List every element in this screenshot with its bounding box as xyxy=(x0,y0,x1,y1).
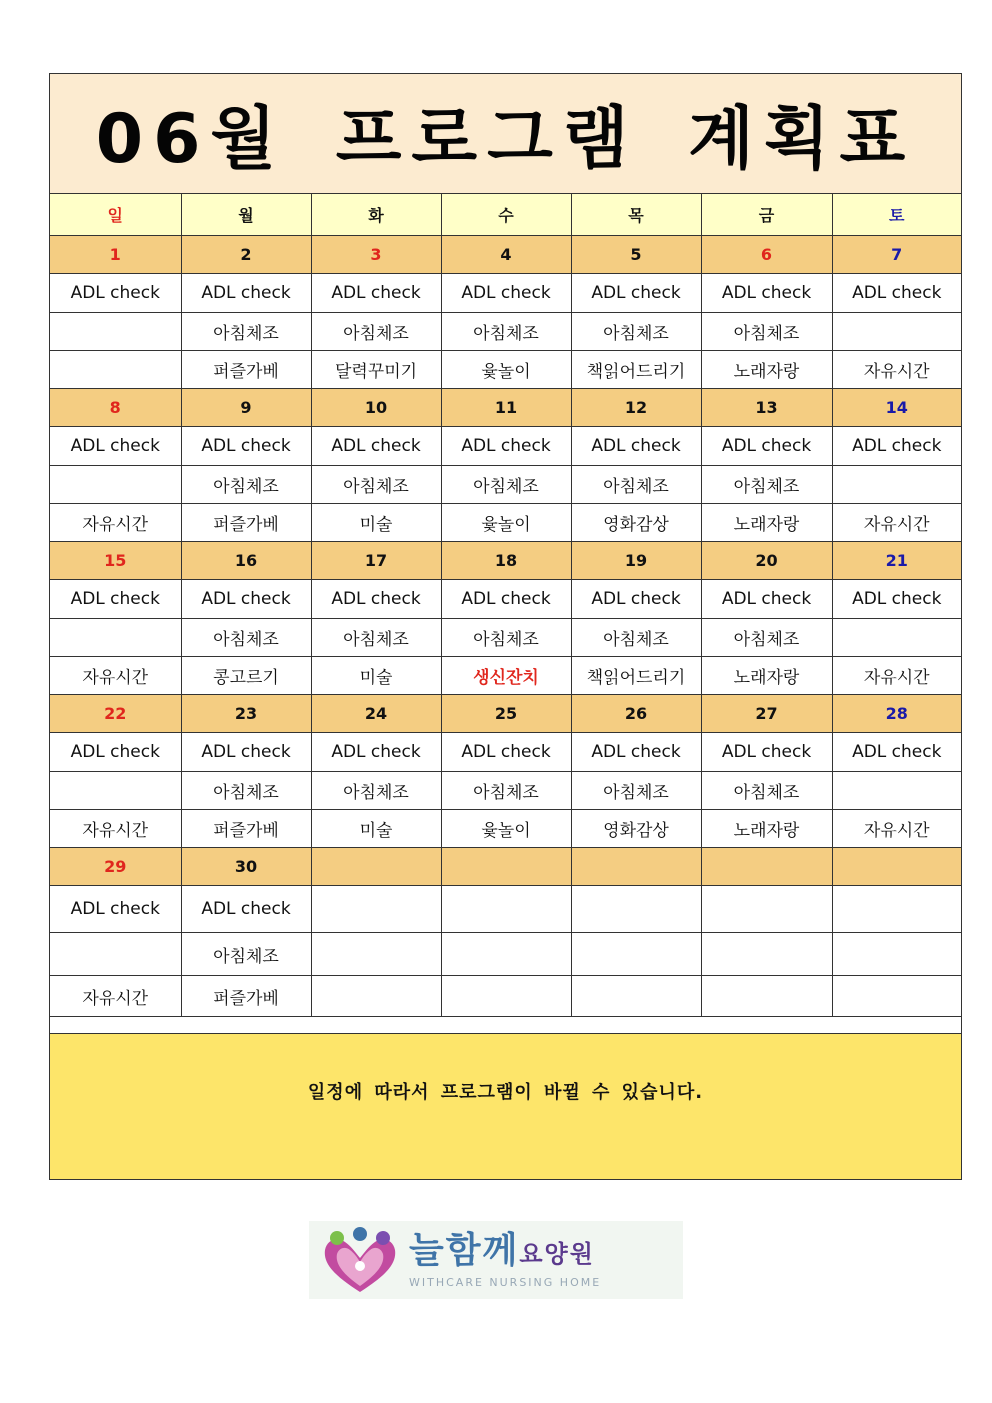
activity-cell: 아침체조 xyxy=(311,619,441,657)
activity-cell xyxy=(701,933,832,976)
date-cell-fri xyxy=(701,848,832,886)
activity-cell: 노래자랑 xyxy=(701,657,832,695)
activity-cell: 아침체조 xyxy=(571,619,701,657)
activity-cell: 노래자랑 xyxy=(701,351,832,389)
activity-row xyxy=(50,427,961,466)
special-event-cell: 생신잔치 xyxy=(441,657,571,695)
activity-row xyxy=(50,466,961,504)
activity-cell: 책읽어드리기 xyxy=(571,351,701,389)
activity-cell xyxy=(311,933,441,976)
date-cell-sun: 1 xyxy=(50,236,181,274)
date-cell-mon: 2 xyxy=(181,236,311,274)
activity-cell: ADL check xyxy=(571,733,701,772)
weekday-wednesday: 수 xyxy=(441,194,571,236)
activity-cell: 콩고르기 xyxy=(181,657,311,695)
activity-cell xyxy=(571,886,701,933)
date-cell-wed: 4 xyxy=(441,236,571,274)
activity-cell: 노래자랑 xyxy=(701,810,832,848)
date-row xyxy=(50,236,961,274)
logo-heart-people-icon xyxy=(315,1224,405,1296)
activity-cell: 아침체조 xyxy=(701,619,832,657)
activity-row xyxy=(50,772,961,810)
activity-cell: ADL check xyxy=(701,580,832,619)
activity-cell: ADL check xyxy=(571,427,701,466)
activity-row xyxy=(50,274,961,313)
date-cell-thu: 12 xyxy=(571,389,701,427)
activity-cell: ADL check xyxy=(832,580,961,619)
activity-row xyxy=(50,504,961,542)
date-cell-sat: 14 xyxy=(832,389,961,427)
activity-row xyxy=(50,733,961,772)
calendar-table xyxy=(50,194,961,1017)
activity-cell xyxy=(441,976,571,1017)
activity-cell: ADL check xyxy=(441,733,571,772)
activity-cell xyxy=(50,313,181,351)
date-cell-mon: 30 xyxy=(181,848,311,886)
activity-cell: 아침체조 xyxy=(181,772,311,810)
weekday-header-row xyxy=(50,194,961,236)
activity-cell: 아침체조 xyxy=(441,466,571,504)
date-cell-sat: 7 xyxy=(832,236,961,274)
date-cell-tue: 3 xyxy=(311,236,441,274)
activity-cell: ADL check xyxy=(50,886,181,933)
activity-cell xyxy=(441,886,571,933)
activity-cell: ADL check xyxy=(832,274,961,313)
activity-cell: ADL check xyxy=(701,274,832,313)
activity-cell: ADL check xyxy=(181,733,311,772)
activity-cell: 퍼즐가베 xyxy=(181,351,311,389)
notice-box xyxy=(50,1033,961,1179)
logo-name: 늘함께요양원 xyxy=(409,1230,595,1271)
activity-cell: ADL check xyxy=(50,733,181,772)
date-cell-wed: 25 xyxy=(441,695,571,733)
weekday-thursday: 목 xyxy=(571,194,701,236)
activity-cell xyxy=(832,976,961,1017)
activity-cell: ADL check xyxy=(181,274,311,313)
activity-cell: ADL check xyxy=(311,733,441,772)
activity-cell: ADL check xyxy=(181,580,311,619)
activity-cell: 자유시간 xyxy=(832,810,961,848)
activity-row xyxy=(50,810,961,848)
activity-cell: 자유시간 xyxy=(832,504,961,542)
date-cell-mon: 9 xyxy=(181,389,311,427)
activity-cell: 퍼즐가베 xyxy=(181,810,311,848)
activity-cell: 아침체조 xyxy=(181,466,311,504)
date-cell-sun: 8 xyxy=(50,389,181,427)
activity-cell: 아침체조 xyxy=(441,772,571,810)
activity-cell: 책읽어드리기 xyxy=(571,657,701,695)
date-cell-sun: 29 xyxy=(50,848,181,886)
activity-cell xyxy=(832,313,961,351)
activity-cell: ADL check xyxy=(311,580,441,619)
activity-row xyxy=(50,313,961,351)
activity-cell: 미술 xyxy=(311,810,441,848)
activity-row xyxy=(50,351,961,389)
schedule-sheet xyxy=(49,73,962,1180)
activity-cell: 영화감상 xyxy=(571,504,701,542)
activity-cell xyxy=(832,886,961,933)
date-cell-thu: 26 xyxy=(571,695,701,733)
date-cell-thu: 5 xyxy=(571,236,701,274)
date-cell-sun: 15 xyxy=(50,542,181,580)
activity-row xyxy=(50,886,961,933)
date-cell-sat xyxy=(832,848,961,886)
activity-cell: 노래자랑 xyxy=(701,504,832,542)
activity-cell: 달력꾸미기 xyxy=(311,351,441,389)
date-cell-thu xyxy=(571,848,701,886)
activity-cell: 미술 xyxy=(311,504,441,542)
activity-cell: 아침체조 xyxy=(181,933,311,976)
activity-cell: ADL check xyxy=(311,274,441,313)
activity-cell xyxy=(571,976,701,1017)
activity-row xyxy=(50,580,961,619)
activity-cell: ADL check xyxy=(571,580,701,619)
activity-cell: 아침체조 xyxy=(701,772,832,810)
date-cell-tue: 17 xyxy=(311,542,441,580)
activity-cell: 아침체조 xyxy=(571,313,701,351)
date-cell-fri: 20 xyxy=(701,542,832,580)
date-row xyxy=(50,695,961,733)
activity-cell: ADL check xyxy=(571,274,701,313)
date-cell-fri: 6 xyxy=(701,236,832,274)
date-cell-wed xyxy=(441,848,571,886)
activity-cell xyxy=(832,772,961,810)
activity-cell: 아침체조 xyxy=(701,466,832,504)
activity-cell xyxy=(50,619,181,657)
date-cell-mon: 16 xyxy=(181,542,311,580)
activity-cell xyxy=(50,772,181,810)
activity-cell: ADL check xyxy=(441,580,571,619)
activity-cell: 아침체조 xyxy=(311,466,441,504)
activity-cell xyxy=(571,933,701,976)
activity-cell: 자유시간 xyxy=(832,351,961,389)
activity-cell: ADL check xyxy=(441,274,571,313)
activity-cell: 영화감상 xyxy=(571,810,701,848)
activity-cell: ADL check xyxy=(832,733,961,772)
date-cell-fri: 27 xyxy=(701,695,832,733)
activity-cell xyxy=(50,351,181,389)
activity-cell: ADL check xyxy=(832,427,961,466)
activity-cell xyxy=(832,466,961,504)
activity-cell: 아침체조 xyxy=(311,313,441,351)
activity-cell xyxy=(701,976,832,1017)
activity-cell: 윷놀이 xyxy=(441,810,571,848)
date-cell-tue: 24 xyxy=(311,695,441,733)
activity-cell: 윷놀이 xyxy=(441,504,571,542)
activity-cell: 아침체조 xyxy=(181,313,311,351)
activity-cell: 아침체조 xyxy=(181,619,311,657)
logo-subtitle: WITHCARE NURSING HOME xyxy=(409,1276,602,1289)
activity-row xyxy=(50,976,961,1017)
activity-row xyxy=(50,619,961,657)
date-row xyxy=(50,542,961,580)
activity-cell: 아침체조 xyxy=(571,466,701,504)
date-cell-sun: 22 xyxy=(50,695,181,733)
date-cell-tue xyxy=(311,848,441,886)
activity-cell: ADL check xyxy=(701,733,832,772)
activity-cell: 퍼즐가베 xyxy=(181,504,311,542)
activity-cell xyxy=(832,933,961,976)
activity-cell xyxy=(50,466,181,504)
activity-cell: ADL check xyxy=(50,580,181,619)
activity-cell: ADL check xyxy=(441,427,571,466)
weekday-saturday: 토 xyxy=(832,194,961,236)
activity-cell: ADL check xyxy=(50,427,181,466)
activity-cell xyxy=(701,886,832,933)
activity-cell: 자유시간 xyxy=(50,657,181,695)
activity-cell: ADL check xyxy=(701,427,832,466)
activity-row xyxy=(50,657,961,695)
date-cell-mon: 23 xyxy=(181,695,311,733)
logo xyxy=(309,1221,683,1299)
activity-cell: 아침체조 xyxy=(311,772,441,810)
date-cell-sat: 21 xyxy=(832,542,961,580)
date-cell-thu: 19 xyxy=(571,542,701,580)
weekday-tuesday: 화 xyxy=(311,194,441,236)
activity-cell: 퍼즐가베 xyxy=(181,976,311,1017)
date-cell-wed: 18 xyxy=(441,542,571,580)
date-cell-sat: 28 xyxy=(832,695,961,733)
activity-cell: 아침체조 xyxy=(571,772,701,810)
activity-row xyxy=(50,933,961,976)
date-row xyxy=(50,389,961,427)
activity-cell: 윷놀이 xyxy=(441,351,571,389)
activity-cell: 미술 xyxy=(311,657,441,695)
notice-text: 일정에 따라서 프로그램이 바뀔 수 있습니다. xyxy=(307,1081,704,1103)
activity-cell: ADL check xyxy=(181,427,311,466)
title-box xyxy=(50,74,961,194)
activity-cell xyxy=(50,933,181,976)
page-title: 06월 프로그램 계획표 xyxy=(95,100,916,179)
activity-cell: 자유시간 xyxy=(832,657,961,695)
activity-cell: ADL check xyxy=(50,274,181,313)
logo-name-suffix: 요양원 xyxy=(519,1240,595,1268)
activity-cell xyxy=(441,933,571,976)
activity-cell xyxy=(311,976,441,1017)
activity-cell xyxy=(311,886,441,933)
date-row xyxy=(50,848,961,886)
weekday-sunday: 일 xyxy=(50,194,181,236)
activity-cell: 자유시간 xyxy=(50,810,181,848)
activity-cell: 자유시간 xyxy=(50,504,181,542)
weekday-friday: 금 xyxy=(701,194,832,236)
activity-cell: 아침체조 xyxy=(441,313,571,351)
activity-cell xyxy=(832,619,961,657)
activity-cell: 자유시간 xyxy=(50,976,181,1017)
weekday-monday: 월 xyxy=(181,194,311,236)
date-cell-fri: 13 xyxy=(701,389,832,427)
date-cell-tue: 10 xyxy=(311,389,441,427)
activity-cell: ADL check xyxy=(311,427,441,466)
logo-text xyxy=(409,1231,601,1289)
activity-cell: ADL check xyxy=(181,886,311,933)
date-cell-wed: 11 xyxy=(441,389,571,427)
activity-cell: 아침체조 xyxy=(701,313,832,351)
activity-cell: 아침체조 xyxy=(441,619,571,657)
